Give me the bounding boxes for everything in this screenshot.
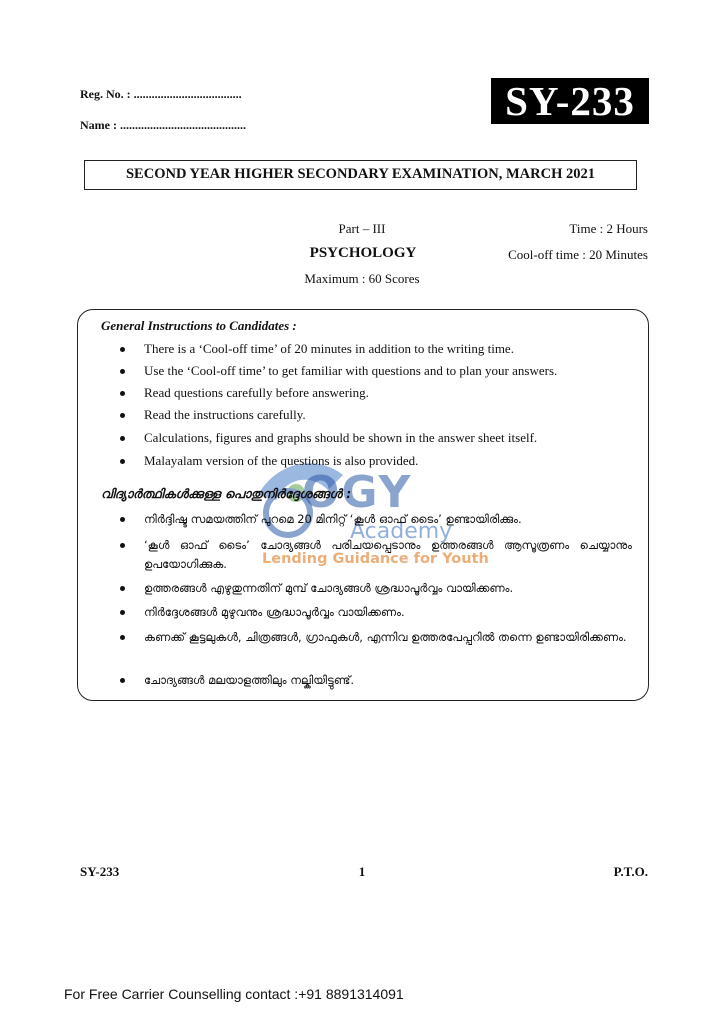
reg-no-field: Reg. No. : .................................... (80, 87, 242, 101)
page-number: 1 (358, 864, 366, 879)
bullet-icon (120, 678, 125, 683)
bullet-icon (120, 543, 125, 548)
maximum-score: Maximum : 60 Scores (304, 271, 420, 286)
watermark-tagline: Lending Guidance for Youth (262, 551, 489, 567)
bullet-icon (120, 436, 125, 441)
bullet-icon (120, 517, 125, 522)
contact-note: For Free Carrier Counselling contact :+91 8891314091 (64, 986, 404, 1002)
general-instructions-heading: General Instructions to Candidates : (101, 318, 297, 333)
bullet-icon (120, 635, 125, 640)
malayalam-instructions-heading: വിദ്യാർത്ഥികൾക്കുള്ള പൊതുനിർദ്ദേശങ്ങൾ : (101, 486, 352, 501)
bullet-icon (120, 391, 125, 396)
exam-subject: PSYCHOLOGY (309, 245, 417, 261)
cool-off-time: Cool-off time : 20 Minutes (508, 247, 648, 262)
watermark-academy: Academy (350, 519, 453, 544)
exam-part: Part – III (338, 221, 386, 236)
bullet-icon (120, 347, 125, 352)
bullet-icon (120, 610, 125, 615)
paper-code-badge: SY-233 (491, 78, 649, 124)
watermark-brand: OGY (302, 467, 413, 518)
pto-label: P.T.O. (613, 864, 648, 879)
exam-time: Time : 2 Hours (569, 221, 648, 236)
bullet-icon (120, 459, 125, 464)
bullet-icon (120, 369, 125, 374)
bullet-icon (120, 413, 125, 418)
name-field: Name : .......................................... (80, 118, 246, 132)
exam-title: SECOND YEAR HIGHER SECONDARY EXAMINATION, MARCH 2021 (84, 160, 637, 190)
bullet-icon (120, 586, 125, 591)
footer-paper-code: SY-233 (80, 864, 120, 879)
